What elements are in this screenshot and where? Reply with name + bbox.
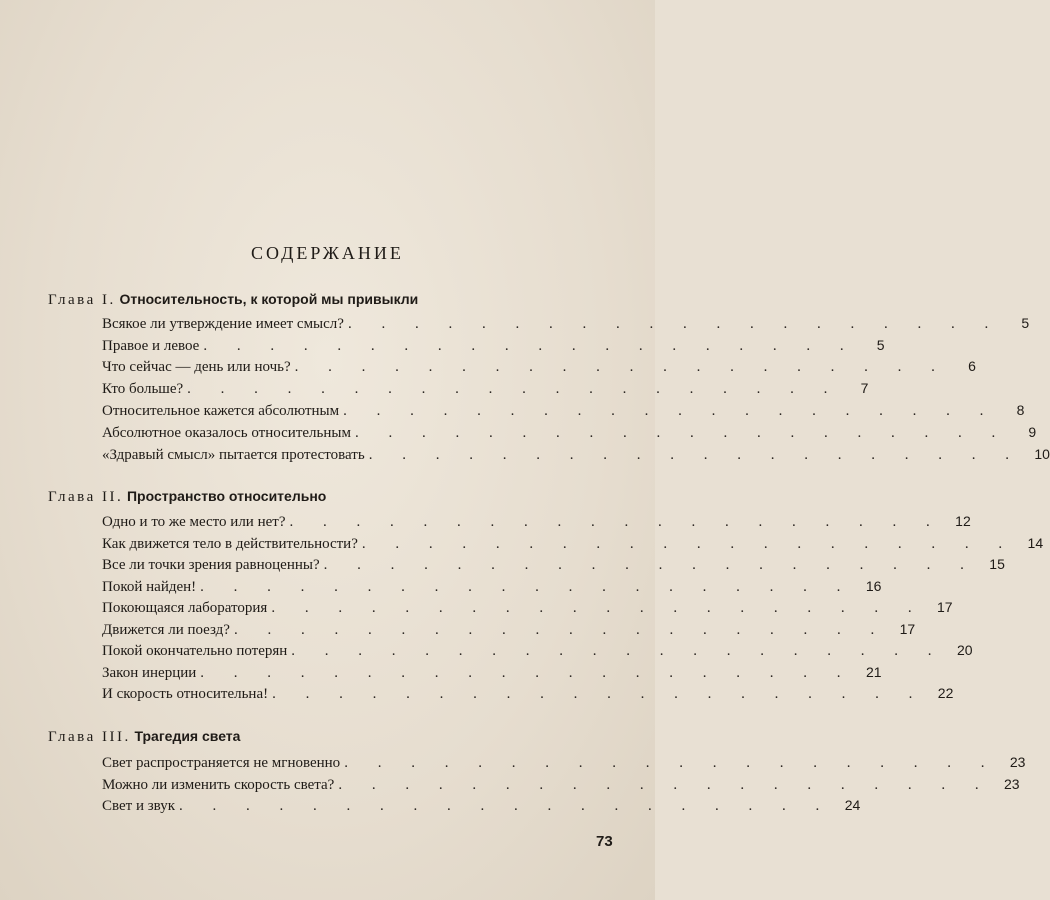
dot-leader: . . . . . . . . . . . . . . . . . . . .	[323, 557, 977, 573]
entry-title: Правое и левое	[102, 338, 200, 354]
toc-entry	[102, 599, 953, 621]
toc-entry	[102, 797, 861, 819]
dot-leader: . . . . . . . . . . . . . . . . . . . .	[271, 600, 925, 616]
entry-page: 14	[1027, 535, 1044, 551]
entry-title: Относительное кажется абсолютным	[102, 403, 340, 419]
dot-leader: . . . . . . . . . . . . . . . . . . . .	[200, 665, 854, 681]
dot-leader: . . . . . . . . . . . . . . . . . . . .	[344, 755, 998, 771]
entry-title: Закон инерции	[102, 665, 197, 681]
dot-leader: . . . . . . . . . . . . . . . . . . . .	[179, 798, 833, 814]
toc-entry	[102, 754, 1026, 776]
entry-title: Одно и то же место или нет?	[102, 514, 286, 530]
entry-page: 12	[955, 513, 971, 529]
dot-leader: . . . . . . . . . . . . . . . . . . . .	[291, 643, 945, 659]
toc-entry	[102, 380, 869, 402]
dot-leader: . . . . . . . . . . . . . . . . . . . .	[187, 381, 841, 397]
entry-title: Как движется тело в действительности?	[102, 536, 358, 552]
toc-entry	[102, 556, 1005, 578]
toc-entry	[102, 776, 1020, 798]
entry-title: И скорость относительна!	[102, 686, 269, 702]
dot-leader: . . . . . . . . . . . . . . . . . . . .	[338, 777, 992, 793]
entry-page: 23	[1009, 754, 1026, 770]
dot-leader: . . . . . . . . . . . . . . . . . . . .	[294, 359, 948, 375]
dot-leader: . . . . . . . . . . . . . . . . . . . .	[272, 686, 926, 702]
entry-page: 5	[876, 337, 885, 353]
entry-title: Свет распространяется не мгновенно	[102, 755, 341, 771]
entry-title: Покоющаяся лаборатория	[102, 600, 268, 616]
entry-page: 8	[1016, 402, 1025, 418]
chapter-heading	[48, 291, 418, 309]
entry-title: Все ли точки зрения равноценны?	[102, 557, 320, 573]
toc-entry	[102, 424, 1037, 446]
toc-entry	[102, 315, 1030, 337]
toc-entry	[102, 402, 1025, 424]
toc-entry	[102, 578, 882, 600]
entry-title: Что сейчас — день или ночь?	[102, 359, 291, 375]
entry-page: 24	[844, 797, 861, 813]
entry-title: Покой найден!	[102, 579, 197, 595]
chapter-title: Трагедия света	[134, 728, 241, 744]
toc-entry	[102, 446, 1050, 468]
entry-page: 17	[936, 599, 953, 615]
entry-title: Свет и звук	[102, 798, 176, 814]
dot-leader: . . . . . . . . . . . . . . . . . . . .	[233, 622, 888, 638]
toc-entry	[102, 685, 954, 707]
toc-entry	[102, 535, 1044, 557]
dot-leader: . . . . . . . . . . . . . . . . . . . .	[200, 579, 854, 595]
entry-page: 7	[860, 380, 869, 396]
dot-leader: . . . . . . . . . . . . . . . . . . . .	[368, 447, 1022, 463]
toc-entry	[102, 358, 976, 380]
entry-page: 23	[1003, 776, 1020, 792]
chapter-heading	[48, 488, 326, 506]
toc-entry	[102, 513, 971, 535]
entry-page: 21	[865, 664, 882, 680]
dot-leader: . . . . . . . . . . . . . . . . . . . .	[343, 403, 997, 419]
toc-entry	[102, 664, 882, 686]
entry-title: Всякое ли утверждение имеет смысл?	[102, 316, 344, 332]
entry-title: Кто больше?	[102, 381, 184, 397]
chapter-heading	[48, 728, 240, 746]
chapter-title: Пространство относительно	[126, 488, 327, 504]
entry-title: Можно ли изменить скорость света?	[102, 777, 335, 793]
page-title: СОДЕРЖАНИЕ	[251, 243, 404, 263]
toc-entry	[102, 621, 916, 643]
entry-page: 6	[968, 358, 976, 374]
chapter-number: Глава I.	[48, 292, 116, 308]
dot-leader: . . . . . . . . . . . . . . . . . . . .	[203, 338, 857, 354]
entry-title: Покой окончательно потерян	[102, 643, 288, 659]
chapter-number: Глава III.	[48, 729, 131, 745]
page-number: 73	[596, 833, 613, 850]
entry-page: 22	[937, 685, 954, 701]
dot-leader: . . . . . . . . . . . . . . . . . . . .	[361, 536, 1016, 552]
entry-page: 17	[899, 621, 916, 637]
entry-page: 10	[1034, 446, 1050, 462]
chapter-number: Глава II.	[48, 489, 124, 505]
entry-page: 15	[989, 556, 1005, 572]
dot-leader: . . . . . . . . . . . . . . . . . . . .	[354, 425, 1009, 441]
toc-entry	[102, 642, 973, 664]
entry-page: 5	[1021, 315, 1030, 331]
dot-leader: . . . . . . . . . . . . . . . . . . . .	[347, 316, 1002, 332]
toc-entry	[102, 337, 885, 359]
chapter-title: Относительность, к которой мы привыкли	[119, 291, 419, 307]
entry-page: 9	[1028, 424, 1037, 440]
entry-page: 20	[956, 642, 973, 658]
entry-title: Абсолютное оказалось относительным	[102, 425, 351, 441]
entry-title: «Здравый смысл» пытается протестовать	[102, 447, 365, 463]
entry-page: 16	[865, 578, 882, 594]
dot-leader: . . . . . . . . . . . . . . . . . . . .	[289, 514, 943, 530]
entry-title: Движется ли поезд?	[102, 622, 230, 638]
